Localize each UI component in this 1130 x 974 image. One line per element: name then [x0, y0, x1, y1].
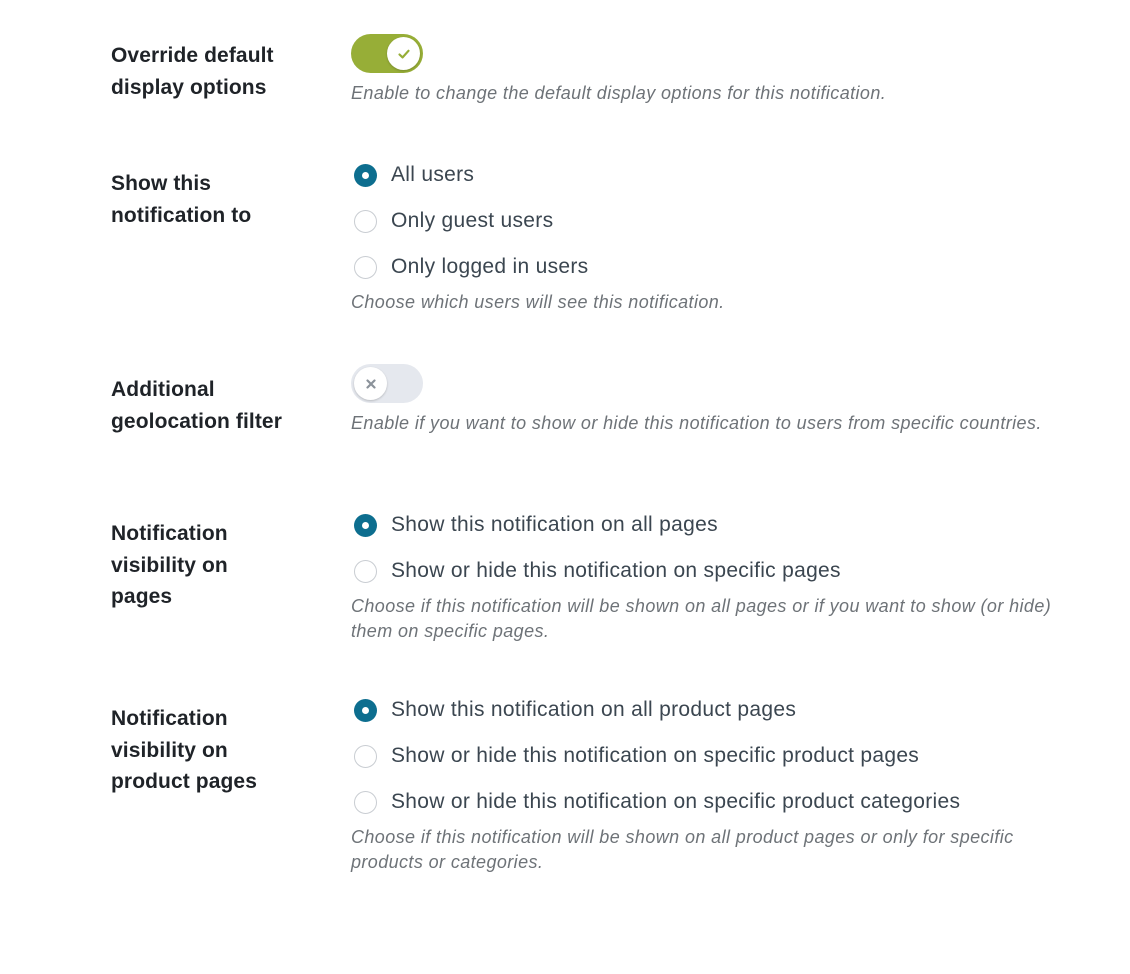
show-to-label: Show this notification to: [111, 172, 252, 227]
radio-button[interactable]: [354, 210, 377, 233]
radio-label: Show this notification on all pages: [391, 513, 718, 536]
radio-button-checked[interactable]: [354, 514, 377, 537]
show-to-description: Choose which users will see this notification.: [351, 292, 725, 312]
radio-label: Show or hide this notification on specific product categories: [391, 790, 961, 813]
toggle-knob: [354, 367, 387, 400]
product-visibility-radio-group: [351, 687, 1081, 825]
radio-button[interactable]: [354, 256, 377, 279]
radio-label: All users: [391, 163, 475, 186]
radio-label: Show this notification on all product pages: [391, 698, 797, 721]
radio-specific-pages[interactable]: [351, 548, 1081, 594]
radio-label: Only guest users: [391, 209, 554, 232]
radio-only-logged-in-users[interactable]: [351, 244, 1081, 290]
radio-label: Show or hide this notification on specific product pages: [391, 744, 920, 767]
radio-specific-product-pages[interactable]: [351, 733, 1081, 779]
radio-button-checked[interactable]: [354, 164, 377, 187]
show-to-field: [351, 152, 1081, 315]
radio-label: Only logged in users: [391, 255, 589, 278]
override-display-description: Enable to change the default display options for this notification.: [351, 83, 887, 103]
radio-button[interactable]: [354, 791, 377, 814]
radio-all-product-pages[interactable]: [351, 687, 1081, 733]
radio-specific-product-categories[interactable]: [351, 779, 1081, 825]
close-icon: [365, 378, 377, 390]
radio-label: Show or hide this notification on specific pages: [391, 559, 841, 582]
check-icon: [397, 47, 411, 61]
geolocation-toggle[interactable]: [351, 364, 423, 403]
radio-button[interactable]: [354, 745, 377, 768]
radio-only-guest-users[interactable]: [351, 198, 1081, 244]
page-visibility-description: Choose if this notification will be shown on all pages or if you want to show (or hide) them on specific pages.: [351, 596, 1052, 641]
override-display-label: Override default display options: [111, 44, 274, 99]
page-visibility-radio-group: [351, 502, 1081, 594]
override-display-toggle[interactable]: [351, 34, 423, 73]
toggle-knob: [387, 37, 420, 70]
radio-all-pages[interactable]: [351, 502, 1081, 548]
page-visibility-field: [351, 502, 1081, 644]
product-visibility-description: Choose if this notification will be shown on all product pages or only for specific products or categories.: [351, 827, 1014, 872]
show-to-radio-group: [351, 152, 1081, 290]
product-visibility-label: Notification visibility on product pages: [111, 707, 257, 793]
geolocation-label: Additional geolocation filter: [111, 378, 282, 433]
radio-button[interactable]: [354, 560, 377, 583]
page-visibility-label: Notification visibility on pages: [111, 522, 228, 608]
geolocation-description: Enable if you want to show or hide this notification to users from specific countries.: [351, 413, 1042, 433]
override-display-field: [351, 34, 1081, 106]
radio-all-users[interactable]: [351, 152, 1081, 198]
radio-button-checked[interactable]: [354, 699, 377, 722]
geolocation-field: [351, 364, 1081, 436]
product-visibility-field: [351, 687, 1081, 875]
